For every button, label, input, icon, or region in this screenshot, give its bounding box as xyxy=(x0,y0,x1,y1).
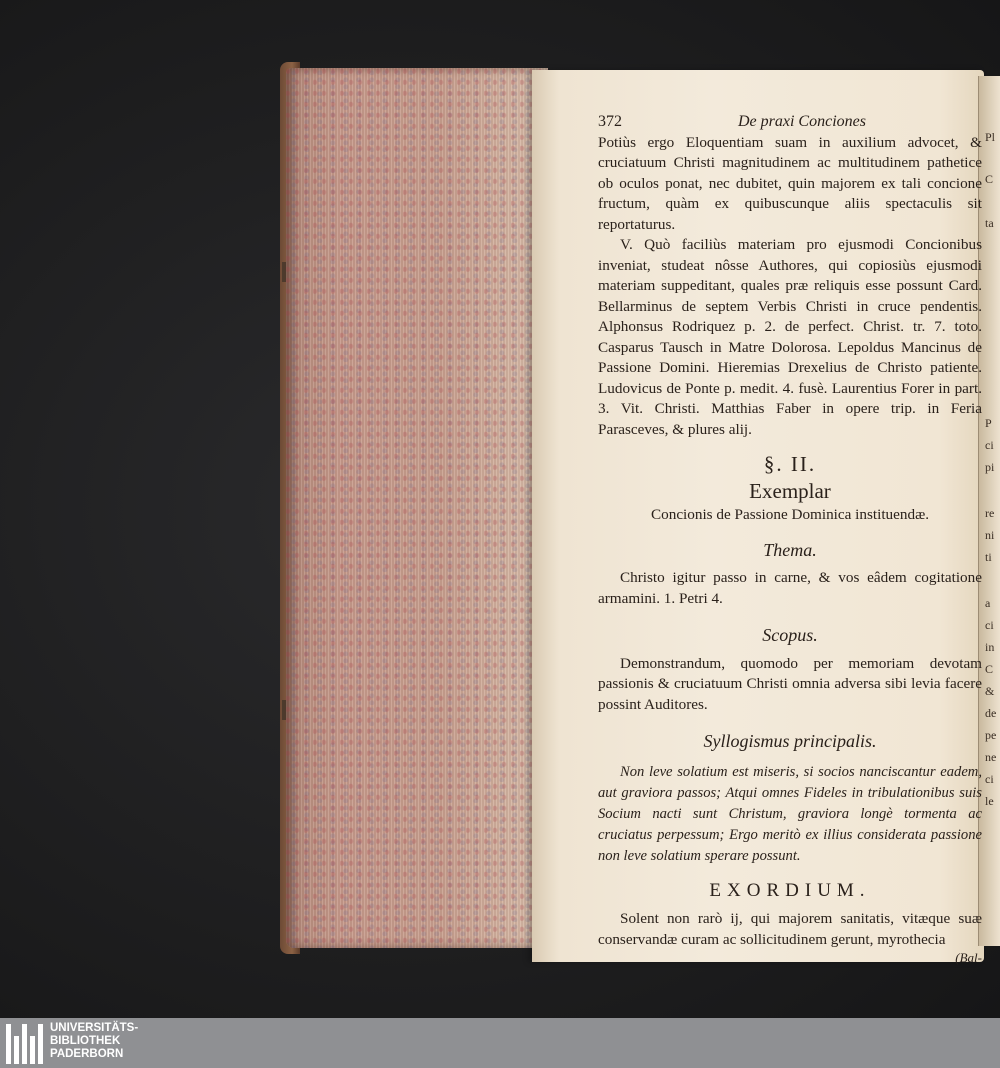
page-number: 372 xyxy=(598,113,622,130)
next-page-fragment: pi xyxy=(985,460,995,474)
next-page-fragment: Pl xyxy=(985,130,996,144)
next-page-fragment: ta xyxy=(985,216,994,230)
scopus-heading: Scopus. xyxy=(762,625,818,645)
next-page-fragment: re xyxy=(985,506,995,520)
next-page-fragment: in xyxy=(985,640,995,654)
library-footer xyxy=(0,1018,1000,1068)
thema-heading: Thema. xyxy=(763,539,817,560)
exordium-text: Solent non rarò ij, qui majorem sanitatis, vitæque suæ conservandæ curam ac sollicitudinem gerunt, myrothecia xyxy=(598,910,982,948)
library-logo-icon xyxy=(6,1024,43,1064)
page-block-edge xyxy=(286,68,548,948)
next-page-fragment: pe xyxy=(985,728,997,742)
exemplar-heading: Exemplar xyxy=(749,478,831,503)
next-page-fragment: ci xyxy=(985,618,994,632)
next-page-fragment: C xyxy=(985,172,994,186)
section-heading: §. II. xyxy=(763,452,817,476)
next-page-fragment: de xyxy=(985,706,997,720)
next-page-fragment: le xyxy=(985,794,994,808)
library-name-line-2: BIBLIOTHEK xyxy=(50,1035,121,1047)
next-page-fragment: ci xyxy=(985,772,994,786)
syllogism-text: Non leve solatium est miseris, si socios nanciscantur eadem, aut graviora passos; Atqui omnes Fideles in tribulationibus suis Socium nacti sunt Christum, graviora longè tormenta ac cruciatus perpessum; Ergo meritò ex illius considerata passione non leve solatium sperare possunt. xyxy=(598,763,982,864)
scopus-text: Demonstrandum, quomodo per memoriam devotam passionis & cruciatuum Christi omnia adversa sibi levia facere possint Auditores. xyxy=(598,654,982,713)
next-page-fragment: ti xyxy=(985,550,992,564)
library-name-line-3: PADERBORN xyxy=(50,1048,124,1060)
paragraph-1: Potiùs ergo Eloquentiam suam in auxilium advocet, & cruciatuum Christi magnitudinem ac multitudinem pathetice ob oculos ponat, nec dubitet, quin majorem ex tali concione fructum, quàm ex quibuscunque aliis spectaculis sit reportaturus. xyxy=(598,133,982,233)
paragraph-2: V. Quò faciliùs materiam pro ejusmodi Concionibus inveniat, studeat nôsse Authores, qui copiosiùs ejusmodi materiam suppeditant, quales præ reliquis esse possunt Card. Bellarminus de septem Verbis Christi in cruce pendentis. Alphonsus Rodriquez p. 2. de perfect. Christ. tr. 7. toto. Casparus Tausch in Matre Dolorosa. Lepoldus Mancinus de Passione Domini. Hieremias Drexelius de Christo patiente. Ludovicus de Ponte p. medit. 4. fusè. Laurentius Forer in part. 3. Vit. Christi. Matthias Faber in opere trip. in Feria Parasceves, & plures alij. xyxy=(598,236,982,438)
running-head: De praxi Conciones xyxy=(738,113,866,130)
next-page-fragment: P xyxy=(985,416,992,430)
exordium-heading: EXORDIUM. xyxy=(709,879,871,901)
next-page-fragment: ci xyxy=(985,438,994,452)
next-page-fragment: ni xyxy=(985,528,995,542)
syllogism-heading: Syllogismus principalis. xyxy=(703,731,877,751)
library-name xyxy=(50,1022,138,1061)
next-page-fragment: C xyxy=(985,662,994,676)
next-page-fragment: ne xyxy=(985,750,997,764)
page-text xyxy=(598,112,982,969)
thema-text: Christo igitur passo in carne, & vos eâdem cogitatione armamini. 1. Petri 4. xyxy=(598,569,982,607)
catchword: (Bal- xyxy=(955,950,982,965)
page-header xyxy=(598,112,982,133)
next-page-fragment: a xyxy=(985,596,991,610)
exemplar-subtitle: Concionis de Passione Dominica instituendæ. xyxy=(651,506,929,523)
library-name-line-1: UNIVERSITÄTS- xyxy=(50,1022,139,1034)
next-page-fragment: & xyxy=(985,684,995,698)
